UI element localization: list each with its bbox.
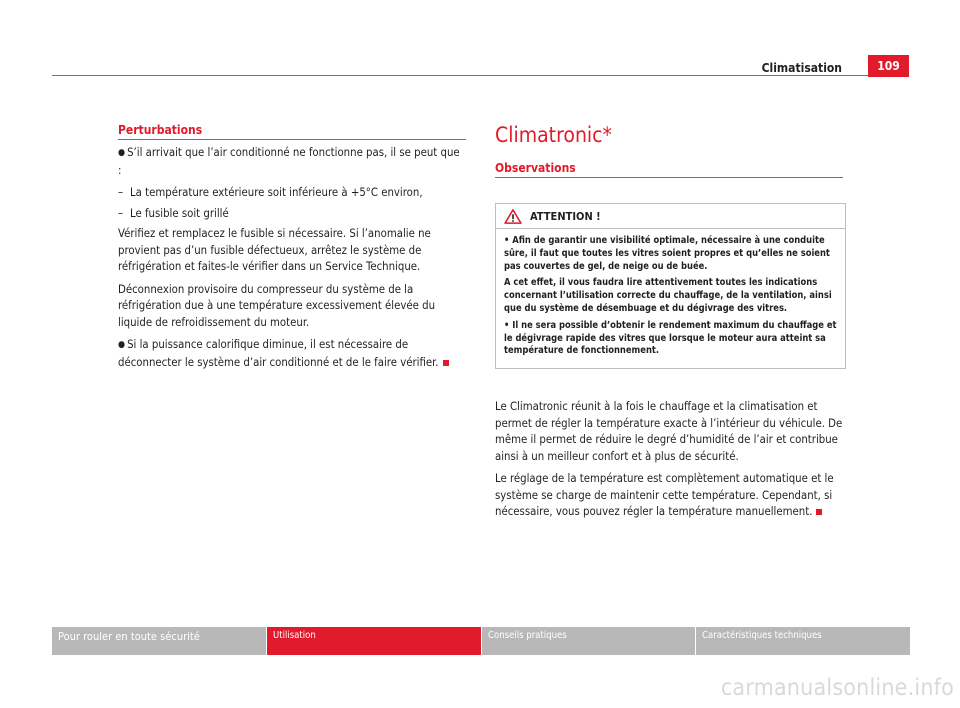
warning-title: ATTENTION !: [530, 209, 601, 223]
warning-item: • Il ne sera possible d’obtenir le rendement maximum du chauffage et le dégivrage rapide des vitres que lorsque le moteur aura atteint sa température de fonctionnement.: [504, 319, 837, 357]
page-header-title: Climatisation: [761, 61, 842, 75]
bullet-icon: ●: [118, 148, 126, 158]
bullet-paragraph: ● Si la puissance calorifique diminue, il est nécessaire de déconnecter le système d’air conditionné et de le faire vérifier.: [118, 337, 466, 371]
dash-icon: –: [118, 186, 124, 199]
page-number: 109: [868, 55, 909, 77]
tab-utilisation[interactable]: Utilisation: [267, 627, 481, 655]
tab-technical-specs[interactable]: Caractéristiques techniques: [696, 627, 910, 655]
header-rule: [52, 75, 870, 76]
intro-paragraph: ● S’il arrivait que l’air conditionné ne fonctionne pas, il se peut que :: [118, 146, 460, 177]
paragraph-compressor: Déconnexion provisoire du compresseur du système de la réfrigération due à une température excessivement élevée du liquide de refroidissement du moteur.: [118, 282, 436, 329]
warning-body: [496, 229, 845, 368]
bullet-icon: ●: [118, 340, 126, 350]
paragraph-climatronic: Le Climatronic réunit à la fois le chauffage et la climatisation et permet de régler la température exacte à l’intérieur du véhicule. De même il permet de réduire le degré d’humidité de l’air et contribue ainsi à un meilleur confort et à plus de sécurité.: [495, 400, 843, 463]
dash-item: – Le fusible soit grillé: [118, 206, 466, 223]
paragraph-fuse: Vérifiez et remplacez le fusible si nécessaire. Si l’anomalie ne provient pas d’un fusible défectueux, arrêtez le système de réfrigération et faites-le vérifier dans un Service Technique.: [118, 227, 431, 273]
watermark: carmanualsonline.info: [720, 675, 954, 701]
chapter-title: Climatronic*: [495, 123, 612, 147]
warning-box: [495, 203, 846, 369]
dash-item: – La température extérieure soit inférieure à +5°C environ,: [118, 185, 466, 202]
section-heading-observations: Observations: [495, 161, 843, 178]
footer-nav: [52, 627, 910, 655]
tab-safety[interactable]: Pour rouler en toute sécurité: [52, 627, 266, 655]
section-heading-perturbations: Perturbations: [118, 123, 466, 140]
section-end-icon: [816, 509, 822, 515]
section-end-icon: [443, 360, 449, 366]
left-column: [118, 123, 466, 377]
warning-triangle-icon: [504, 209, 522, 224]
dash-icon: –: [118, 206, 124, 220]
warning-item: • Afin de garantir une visibilité optimale, nécessaire à une conduite sûre, il faut que toutes les vitres soient propres et qu’elles ne soient pas couvertes de gel, de neige ou de buée.: [504, 235, 830, 272]
right-column: [495, 123, 843, 527]
warning-item: A cet effet, il vous faudra lire attentivement toutes les indications concernant l’utilisation correcte du chauffage, de la ventilation, ainsi que du système de désembuage et du dégivrage des vitres.: [504, 277, 832, 314]
tab-practical-tips[interactable]: Conseils pratiques: [482, 627, 695, 655]
warning-header: [496, 204, 845, 229]
paragraph-regulation: Le réglage de la température est complètement automatique et le système se charge de maintenir cette température. Cependant, si nécessaire, vous pouvez régler la température manuellement.: [495, 472, 834, 519]
